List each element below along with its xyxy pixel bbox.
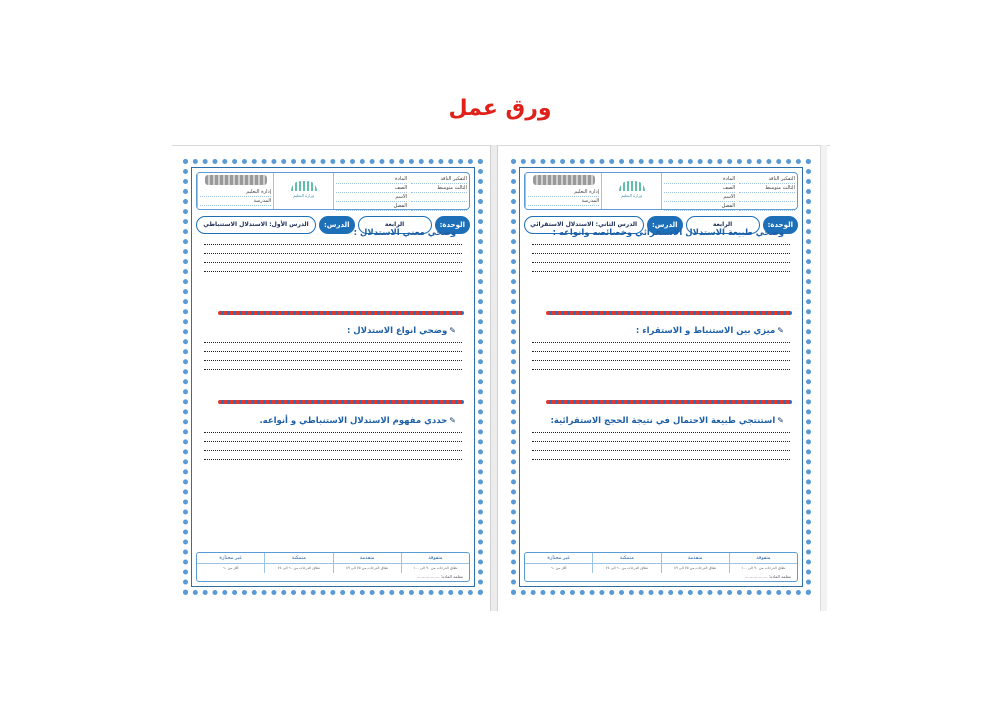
question-1 — [202, 228, 456, 238]
pencil-icon: ✎ — [449, 416, 456, 425]
header-admin — [197, 173, 273, 209]
subject-label: المادة — [664, 175, 735, 184]
lesson-label: الدرس: — [647, 216, 683, 234]
header-logo — [273, 173, 333, 209]
lesson-value: الدرس الثاني: الاستدلال الاستقرائي — [524, 216, 644, 234]
teacher-signature: معلمة المادة: .................. — [744, 574, 791, 579]
header-field-labels — [333, 173, 409, 209]
unit-value: الرابعة — [358, 216, 432, 234]
page-edge — [820, 145, 827, 611]
worksheet-header — [524, 172, 798, 210]
header-field-values — [409, 173, 469, 209]
logo-text: وزارة التعليم — [293, 193, 315, 198]
unit-label: الوحدة: — [435, 216, 470, 234]
class-value: الثالث متوسط — [411, 184, 467, 193]
level-desc: نطاق الدرجات من ٩٠ الى ١٠٠ — [401, 564, 469, 573]
answer-line[interactable] — [204, 271, 462, 272]
name-value — [739, 193, 795, 202]
teacher-signature: معلمة المادة: .................. — [416, 574, 463, 579]
worksheet-header — [196, 172, 470, 210]
level-desc: نطاق الدرجات من ٦٠ الى ٧٤ — [264, 564, 332, 573]
lesson-label: الدرس: — [319, 216, 355, 234]
answer-line[interactable] — [204, 244, 462, 245]
answer-line[interactable] — [204, 253, 462, 254]
answer-line[interactable] — [532, 369, 790, 370]
worksheet-inner-border — [191, 167, 475, 587]
decorative-separator — [218, 400, 464, 404]
answer-line[interactable] — [204, 262, 462, 263]
level-proficient: متمكنة — [264, 553, 332, 563]
school-label: المدرسة — [200, 197, 271, 206]
answer-line[interactable] — [204, 351, 462, 352]
level-desc: نطاق الدرجات من ٧٥ الى ٨٩ — [333, 564, 401, 573]
section-value — [411, 202, 467, 211]
grading-descriptions — [197, 564, 469, 573]
answer-line[interactable] — [204, 441, 462, 442]
section-value — [739, 202, 795, 211]
answer-lines — [204, 342, 462, 378]
answer-line[interactable] — [532, 459, 790, 460]
answer-line[interactable] — [532, 253, 790, 254]
answer-lines — [532, 244, 790, 280]
question-3 — [530, 416, 784, 426]
pencil-icon: ✎ — [777, 416, 784, 425]
level-failed: غير مجتازة — [219, 555, 242, 561]
answer-line[interactable] — [532, 351, 790, 352]
pencil-icon: ✎ — [449, 326, 456, 335]
question-text: وضحي معني الاستدلال : — [353, 228, 456, 238]
level-advanced: متقدمة — [661, 553, 729, 563]
ministry-seal-icon — [533, 175, 595, 185]
question-text: وضحي طبيعة الاستدلال الاستقرائي وخصائصه وانواعه : — [552, 228, 784, 238]
question-3 — [202, 416, 456, 426]
question-text: استنتجي طبيعة الاحتمال في نتيجة الحجج الاستقرائية: — [550, 416, 776, 426]
decorative-separator — [546, 311, 792, 315]
page-divider — [490, 145, 498, 611]
decorative-separator — [218, 311, 464, 315]
subject-label: المادة — [336, 175, 407, 184]
worksheet-page-right — [500, 145, 830, 612]
school-label: المدرسة — [528, 197, 599, 206]
answer-line[interactable] — [532, 244, 790, 245]
answer-line[interactable] — [204, 342, 462, 343]
subject-value: التفكير الناقد — [739, 175, 795, 184]
level-desc: نطاق الدرجات من ٩٠ الى ١٠٠ — [729, 564, 797, 573]
grading-footer — [524, 552, 798, 582]
worksheet-frame — [183, 159, 483, 595]
subject-value: التفكير الناقد — [411, 175, 467, 184]
class-label: الصف — [336, 184, 407, 193]
answer-line[interactable] — [532, 262, 790, 263]
level-desc: نطاق الدرجات من ٦٠ الى ٧٤ — [592, 564, 660, 573]
answer-line[interactable] — [532, 432, 790, 433]
grading-descriptions — [525, 564, 797, 573]
answer-line[interactable] — [204, 450, 462, 451]
answer-line[interactable] — [532, 441, 790, 442]
class-label: الصف — [664, 184, 735, 193]
level-advanced: متقدمة — [333, 553, 401, 563]
admin-label: إدارة التعليم — [528, 188, 599, 197]
header-logo — [601, 173, 661, 209]
decorative-separator — [546, 400, 792, 404]
question-2 — [530, 326, 784, 336]
question-text: حددي مفهوم الاستدلال الاستنباطي و أنواعه. — [259, 416, 448, 426]
answer-line[interactable] — [532, 342, 790, 343]
level-desc: أقل من ٦٠ — [550, 566, 567, 570]
name-label: الاسم — [664, 193, 735, 202]
logo-text: وزارة التعليم — [621, 193, 643, 198]
answer-line[interactable] — [204, 360, 462, 361]
pencil-icon: ✎ — [777, 326, 784, 335]
answer-lines — [204, 244, 462, 280]
section-label: الفصل — [664, 202, 735, 211]
worksheet-page-left — [172, 145, 502, 612]
header-admin — [525, 173, 601, 209]
ministry-logo-icon — [617, 181, 647, 201]
answer-line[interactable] — [532, 450, 790, 451]
admin-label: إدارة التعليم — [200, 188, 271, 197]
answer-lines — [532, 342, 790, 378]
level-failed: غير مجتازة — [547, 555, 570, 561]
ministry-logo-icon — [289, 181, 319, 201]
unit-value: الرابعة — [686, 216, 760, 234]
level-desc: أقل من ٦٠ — [222, 566, 239, 570]
level-proficient: متمكنة — [592, 553, 660, 563]
answer-lines — [204, 432, 462, 468]
question-1 — [530, 228, 784, 238]
level-excellent: متفوقة — [729, 553, 797, 563]
answer-line[interactable] — [204, 432, 462, 433]
answer-line[interactable] — [204, 369, 462, 370]
answer-line[interactable] — [204, 459, 462, 460]
answer-line[interactable] — [532, 271, 790, 272]
answer-lines — [532, 432, 790, 468]
answer-line[interactable] — [532, 360, 790, 361]
worksheet-inner-border — [519, 167, 803, 587]
question-2 — [202, 326, 456, 336]
name-value — [411, 193, 467, 202]
level-excellent: متفوقة — [401, 553, 469, 563]
grading-levels — [197, 553, 469, 564]
class-value: الثالث متوسط — [739, 184, 795, 193]
grading-footer — [196, 552, 470, 582]
unit-label: الوحدة: — [763, 216, 798, 234]
name-label: الاسم — [336, 193, 407, 202]
ministry-seal-icon — [205, 175, 267, 185]
page-title: ورق عمل — [448, 96, 552, 121]
worksheet-frame — [511, 159, 811, 595]
section-label: الفصل — [336, 202, 407, 211]
header-field-labels — [661, 173, 737, 209]
header-field-values — [737, 173, 797, 209]
question-text: وضحي انواع الاستدلال : — [346, 326, 448, 336]
question-text: ميزي بين الاستنباط و الاستقراء : — [635, 326, 776, 336]
grading-levels — [525, 553, 797, 564]
level-desc: نطاق الدرجات من ٧٥ الى ٨٩ — [661, 564, 729, 573]
lesson-value: الدرس الأول: الاستدلال الاستنباطي — [196, 216, 316, 234]
